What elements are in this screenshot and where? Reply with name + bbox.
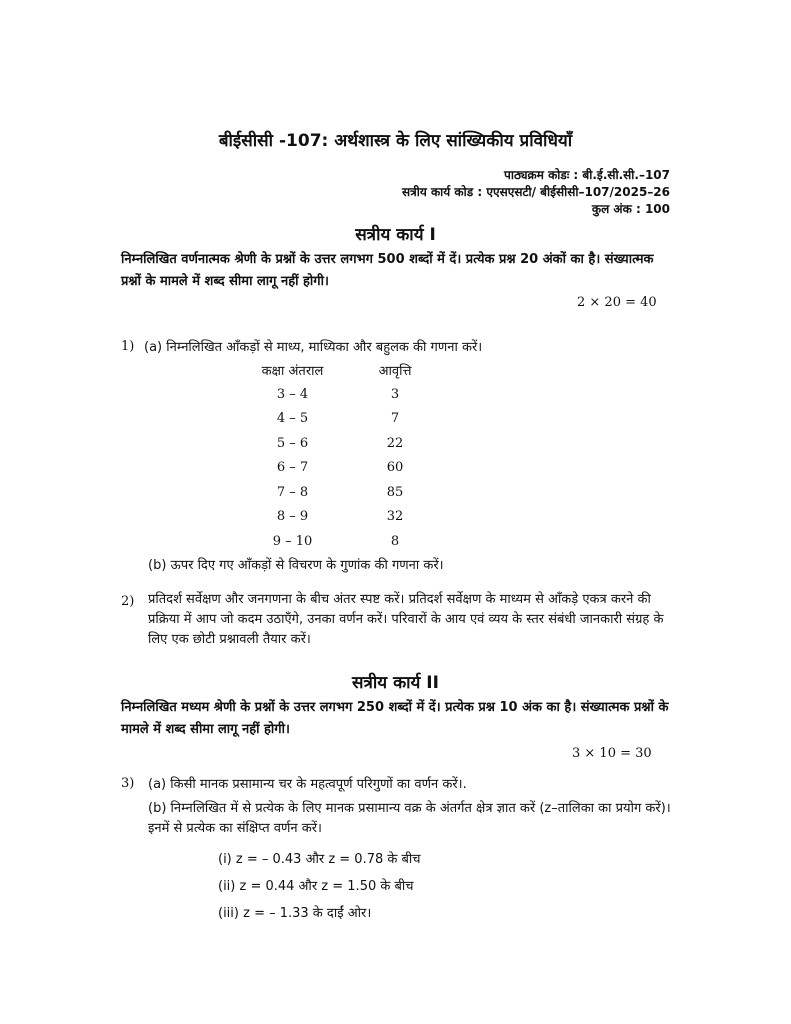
table-row: [250, 505, 455, 530]
frequency-cell: 32: [386, 509, 404, 525]
q3-number: 3): [121, 776, 135, 791]
course-code: पाठ्यक्रम कोडः : बी.ई.सी.सी.–107: [504, 168, 670, 182]
class-interval-cell: 8 – 9: [276, 509, 309, 525]
frequency-cell: 8: [390, 533, 400, 549]
q1-part-a: (a) निम्नलिखित आँकड़ों से माध्य, माध्यिका और बहुलक की गणना करें।: [144, 340, 483, 355]
section-2-instruction: निम्नलिखित मध्यम श्रेणी के प्रश्नों के उत्तर लगभग 250 शब्दों में दें। प्रत्येक प्रश्न 10 अंक का है। संख्यात्मक प्रश्नों के मामले में शब्द सीमा लागू नहीं होगी।: [121, 700, 669, 737]
q1-part-b: (b) ऊपर दिए गए आँकड़ों से विचरण के गुणांक की गणना करें।: [148, 558, 444, 573]
q3-item-i: (i) z = – 0.43 और z = 0.78 के बीच: [218, 852, 421, 867]
frequency-table: [250, 358, 455, 554]
table-row: [250, 456, 455, 481]
q3-part-b: (b) निम्नलिखित में से प्रत्येक के लिए मानक प्रसामान्य वक्र के अंतर्गत क्षेत्र ज्ञात करें (z–तालिका का प्रयोग करें)। इनमें से प्रत्येक का संक्षिप्त वर्णन करें।: [148, 801, 671, 836]
table-row: [250, 382, 455, 407]
table-header-row: [250, 358, 455, 382]
table-row: [250, 407, 455, 432]
section-1-marks: 2 × 20 = 40: [577, 295, 657, 310]
class-interval-cell: 7 – 8: [276, 484, 309, 500]
frequency-cell: 3: [390, 386, 400, 402]
frequency-cell: 85: [386, 484, 404, 500]
q1-number: 1): [121, 339, 135, 354]
class-interval-cell: 6 – 7: [276, 460, 309, 476]
q3-item-ii: (ii) z = 0.44 और z = 1.50 के बीच: [218, 879, 414, 894]
class-interval-cell: 4 – 5: [276, 411, 309, 427]
frequency-cell: 22: [386, 435, 404, 451]
frequency-cell: 7: [390, 411, 400, 427]
table-row: [250, 529, 455, 554]
q3-part-a: (a) किसी मानक प्रसामान्य चर के महत्वपूर्ण परिगुणों का वर्णन करें।.: [148, 777, 467, 792]
q2-number: 2): [121, 594, 135, 609]
document-title: बीईसीसी -107: अर्थशास्त्र के लिए सांख्यिकीय प्रविधियाँ: [218, 131, 573, 151]
max-marks: कुल अंक : 100: [591, 202, 670, 216]
section-2-heading: सत्रीय कार्य II: [352, 673, 439, 693]
table-row: [250, 480, 455, 505]
class-interval-cell: 9 – 10: [272, 533, 313, 549]
section-2-marks: 3 × 10 = 30: [572, 746, 652, 761]
q2-text: प्रतिदर्श सर्वेक्षण और जनगणना के बीच अंतर स्पष्ट करें। प्रतिदर्श सर्वेक्षण के माध्यम से आँकड़े एकत्र करने की प्रक्रिया में आप जो कदम उठाएँगे, उनका वर्णन करें। परिवारों के आय एवं व्यय के स्तर संबंधी जानकारी संग्रह के लिए एक छोटी प्रश्नावली तैयार करें।: [148, 592, 664, 647]
col-header-class-interval: कक्षा अंतराल: [261, 364, 324, 379]
class-interval-cell: 3 – 4: [276, 386, 309, 402]
assignment-code: सत्रीय कार्य कोड : एएसएसटी/ बीईसीसी–107/2025–26: [401, 185, 670, 199]
table-row: [250, 431, 455, 456]
class-interval-cell: 5 – 6: [276, 435, 309, 451]
frequency-cell: 60: [386, 460, 404, 476]
col-header-frequency: आवृत्ति: [378, 364, 412, 379]
section-1-instruction: निम्नलिखित वर्णनात्मक श्रेणी के प्रश्नों के उत्तर लगभग 500 शब्दों में दें। प्रत्येक प्रश्न 20 अंकों का है। संख्यात्मक प्रश्नों के मामले में शब्द सीमा लागू नहीं होगी।: [121, 252, 654, 289]
section-1-heading: सत्रीय कार्य I: [355, 225, 436, 245]
q3-item-iii: (iii) z = – 1.33 के दाईं ओर।: [218, 906, 372, 921]
